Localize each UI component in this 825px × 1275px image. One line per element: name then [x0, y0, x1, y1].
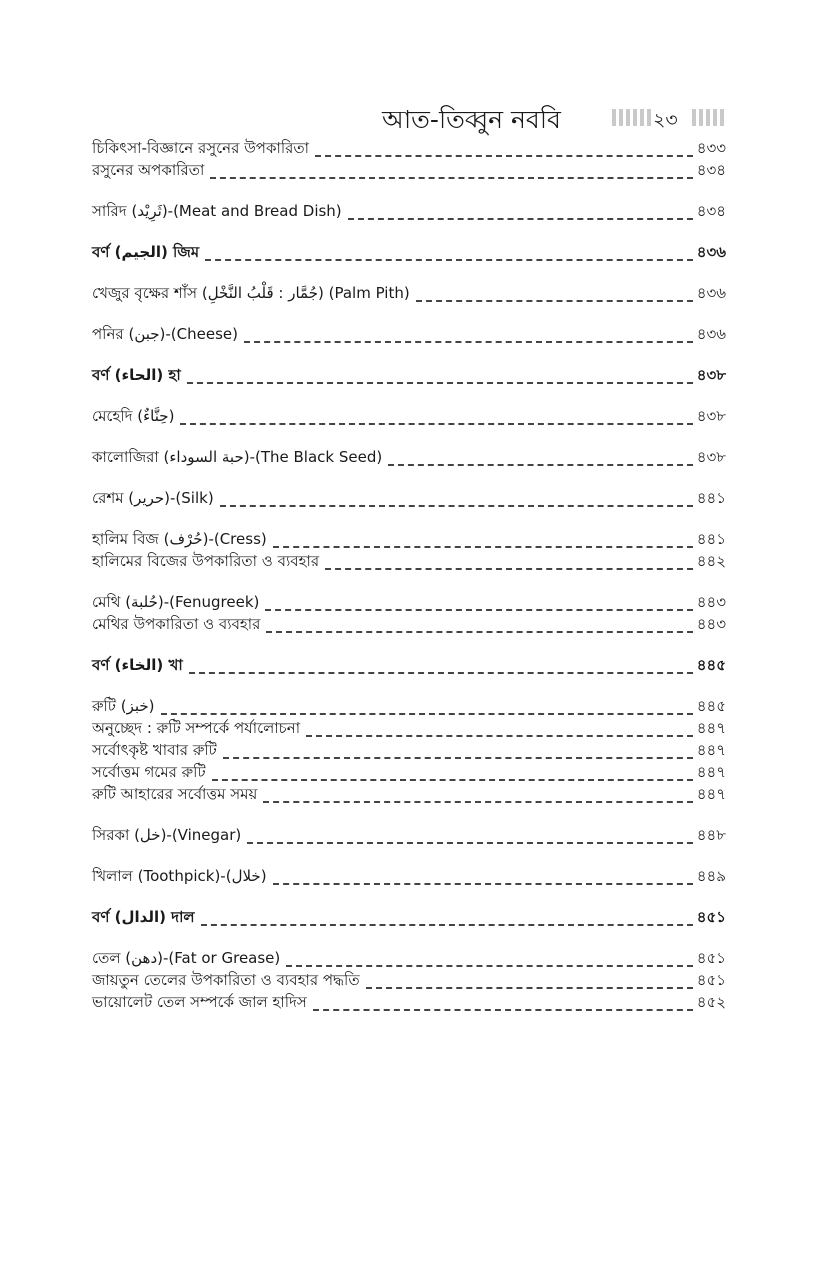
dot-leader	[201, 922, 693, 926]
dot-leader	[210, 175, 692, 179]
toc-entry	[92, 553, 726, 575]
toc-entry	[92, 512, 726, 553]
toc-entry	[92, 184, 726, 225]
toc-entry	[92, 994, 726, 1016]
toc-entry-label: মেথি (حُلبة)-(Fenugreek)	[92, 593, 260, 611]
toc-entry	[92, 389, 726, 430]
dot-leader	[388, 462, 693, 466]
dot-leader	[223, 755, 693, 759]
toc-entry-page: ৪৩৬	[696, 325, 726, 343]
toc-entry-page: ৪৪৩	[696, 615, 726, 633]
toc-entry	[92, 931, 726, 972]
toc-section-heading	[92, 638, 726, 679]
toc-entry-label: সর্বোত্তম গমের রুটি	[92, 763, 206, 781]
toc-entry	[92, 162, 726, 184]
toc-entry-label: অনুচ্ছেদ : রুটি সম্পর্কে পর্যালোচনা	[92, 719, 301, 737]
toc-entry-label: তেল (دهن)-(Fat or Grease)	[92, 949, 281, 967]
header-bar-ornament-right	[692, 109, 724, 126]
toc-entry-page: ৪৩৬	[696, 243, 726, 261]
toc-entry-page: ৪৩৮	[696, 407, 726, 425]
toc-entry	[92, 575, 726, 616]
toc-entry-page: ৪৪৭	[696, 785, 726, 803]
running-header	[92, 96, 728, 140]
dot-leader	[348, 216, 693, 220]
toc-entry-page: ৪৩৮	[696, 448, 726, 466]
dot-leader	[244, 339, 693, 343]
toc-entry-page: ৪৪৫	[696, 656, 726, 674]
dot-leader	[266, 629, 692, 633]
toc-entry-label: সিরকা (خل)-(Vinegar)	[92, 826, 242, 844]
toc-entry	[92, 616, 726, 638]
dot-leader	[315, 153, 693, 157]
toc-entry-page: ৪৩৩	[696, 139, 726, 157]
toc-entry-label: জায়তুন তেলের উপকারিতা ও ব্যবহার পদ্ধতি	[92, 971, 360, 989]
dot-leader	[366, 985, 693, 989]
toc-entry-page: ৪৪৭	[696, 763, 726, 781]
toc-entry-page: ৪৪৭	[696, 741, 726, 759]
header-bar-ornament-left	[612, 109, 651, 126]
toc-entry-label: মেথির উপকারিতা ও ব্যবহার	[92, 615, 261, 633]
toc-entry-label: খেজুর বৃক্ষের শাঁস (جُمَّار : قَلْبُ النَّخْلِ) (Palm Pith)	[92, 284, 410, 302]
toc-entry	[92, 266, 726, 307]
toc-entry-label: সারিদ (ثَرِيْد)-(Meat and Bread Dish)	[92, 202, 342, 220]
toc-entry-page: ৪৩৬	[696, 284, 726, 302]
dot-leader	[220, 503, 693, 507]
toc-entry-label: সর্বোৎকৃষ্ট খাবার রুটি	[92, 741, 217, 759]
dot-leader	[273, 881, 693, 885]
dot-leader	[286, 963, 693, 967]
toc-section-heading	[92, 225, 726, 266]
toc-entry	[92, 679, 726, 720]
toc-entry	[92, 430, 726, 471]
toc-section-heading	[92, 348, 726, 389]
toc-entry	[92, 786, 726, 808]
toc-entry-page: ৪৩৮	[696, 366, 726, 384]
toc-entry-label: রসুনের অপকারিতা	[92, 161, 205, 179]
toc-entry-label: চিকিৎসা-বিজ্ঞানে রসুনের উপকারিতা	[92, 139, 309, 157]
toc-entry	[92, 471, 726, 512]
toc-entry	[92, 307, 726, 348]
toc-entry-page: ৪৩৪	[696, 202, 726, 220]
dot-leader	[263, 799, 692, 803]
dot-leader	[313, 1007, 693, 1011]
dot-leader	[265, 607, 692, 611]
toc-entry-page: ৪৩৪	[696, 161, 726, 179]
book-title: আত-তিব্বুন নববি	[382, 105, 561, 134]
toc-entry-page: ৪৪৭	[696, 719, 726, 737]
toc-entry	[92, 849, 726, 890]
toc-entry-label: রুটি আহারের সর্বোত্তম সময়	[92, 785, 258, 803]
page-number: ২৩	[653, 109, 678, 131]
toc-entry-page: ৪৪৫	[696, 697, 726, 715]
toc-entry-page: ৪৪৩	[696, 593, 726, 611]
toc-entry-page: ৪৪৯	[696, 867, 726, 885]
toc-section-heading	[92, 890, 726, 931]
toc-entry-page: ৪৪১	[696, 489, 726, 507]
dot-leader	[247, 840, 693, 844]
toc-entry-label: বর্ণ (الدال) দাল	[92, 908, 195, 926]
toc-entry-label: মেহেদি (حِنَّاءٌ)	[92, 407, 175, 425]
dot-leader	[416, 298, 693, 302]
dot-leader	[189, 670, 693, 674]
toc-entry-label: ভায়োলেট তেল সম্পর্কে জাল হাদিস	[92, 993, 307, 1011]
toc-entry-page: ৪৪৮	[696, 826, 726, 844]
toc-entry-page: ৪৫১	[696, 971, 726, 989]
toc-entry-label: হালিম বিজ (حُرْف)-(Cress)	[92, 530, 267, 548]
toc-entry-page: ৪৫১	[696, 949, 726, 967]
dot-leader	[180, 421, 692, 425]
toc-entry-page: ৪৪১	[696, 530, 726, 548]
toc-entry-label: বর্ণ (الخاء) খা	[92, 656, 183, 674]
table-of-contents	[92, 140, 726, 1016]
dot-leader	[205, 257, 693, 261]
toc-entry-label: খিলাল (Toothpick)-(خلال)	[92, 867, 267, 885]
dot-leader	[273, 544, 693, 548]
toc-entry-label: হালিমের বিজের উপকারিতা ও ব্যবহার	[92, 552, 320, 570]
toc-entry-page: ৪৫২	[696, 993, 726, 1011]
toc-entry-label: পনির (جبن)-(Cheese)	[92, 325, 238, 343]
toc-entry-page: ৪৫১	[696, 908, 726, 926]
dot-leader	[306, 733, 693, 737]
toc-entry-label: রুটি (خبز)	[92, 697, 155, 715]
dot-leader	[187, 380, 693, 384]
toc-entry	[92, 808, 726, 849]
dot-leader	[212, 777, 693, 781]
dot-leader	[325, 566, 693, 570]
toc-entry-label: কালোজিরা (حبة السوداء)-(The Black Seed)	[92, 448, 383, 466]
dot-leader	[161, 711, 693, 715]
toc-entry-label: বর্ণ (الجيم) জিম	[92, 243, 200, 261]
toc-entry-label: রেশম (حرير)-(Silk)	[92, 489, 214, 507]
toc-entry-page: ৪৪২	[696, 552, 726, 570]
toc-entry-label: বর্ণ (الحاء) হা	[92, 366, 181, 384]
